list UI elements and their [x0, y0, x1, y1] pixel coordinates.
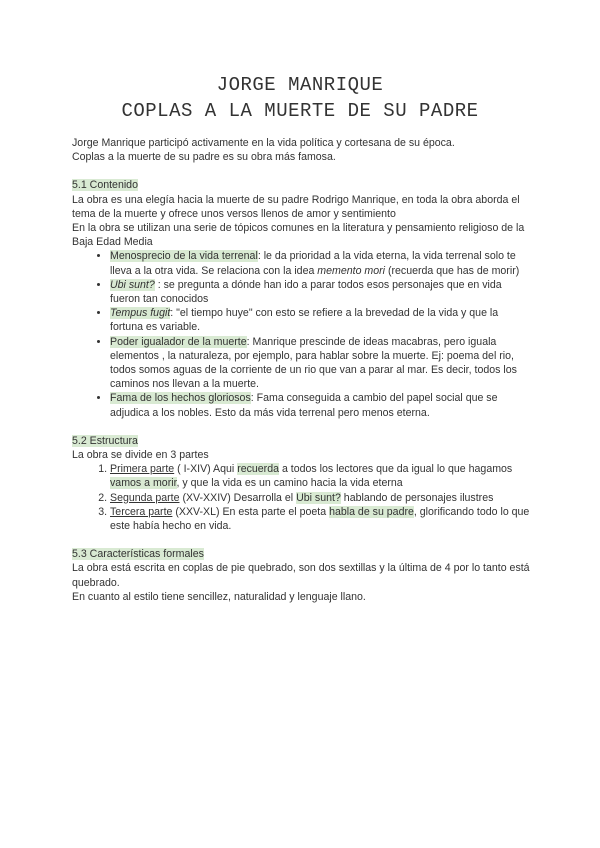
part-text: ( I-XIV) Aqui	[174, 463, 238, 476]
topic-emphasis: memento mori	[317, 264, 385, 277]
topic-term: Menosprecio de la vida terrenal	[110, 250, 258, 263]
estructura-intro: La obra se divide en 3 partes	[72, 449, 209, 462]
list-item	[110, 278, 532, 306]
section-heading-contenido: 5.1 Contenido	[72, 179, 138, 192]
document-title-work: COPLAS A LA MUERTE DE SU PADRE	[121, 100, 479, 122]
topic-text: : se pregunta a dónde han ido a parar todos esos personajes que en vida fueron tan conocidos	[110, 278, 502, 306]
section-heading-estructura: 5.2 Estructura	[72, 434, 138, 447]
partes-list	[72, 462, 532, 533]
part-highlight: habla de su padre	[329, 505, 414, 518]
part-name: Segunda parte	[110, 491, 180, 504]
part-name: Tercera parte	[110, 505, 173, 518]
list-item	[110, 306, 532, 334]
topic-text: : Manrique prescinde de ideas macabras, pero iguala elementos , la naturaleza, por ejemplo, para hablar sobre la muerte. Ej: poema del rio, todos somos aguas de la corriente de un rio que van a parar al mar. Es decir, todos los caminos nos llevan a la muerte.	[110, 335, 517, 391]
section-heading-caracteristicas: 5.3 Características formales	[72, 548, 204, 561]
topic-term: Poder igualador de la muerte	[110, 335, 247, 348]
list-item	[110, 335, 532, 392]
document-body	[72, 136, 532, 604]
part-highlight: recuerda	[237, 463, 279, 476]
topic-term: Ubi sunt?	[110, 278, 155, 291]
topic-term: Fama de los hechos gloriosos	[110, 392, 251, 405]
contenido-paragraph-2: En la obra se utilizan una serie de tópicos comunes en la literatura y pensamiento religioso de la Baja Edad Media	[72, 222, 525, 249]
part-text: a todos los lectores que da igual lo que hagamos	[279, 463, 513, 476]
topic-term: Tempus fugit	[110, 307, 171, 320]
part-text: , y que la vida es un camino hacia la vida eterna	[176, 477, 403, 490]
topic-text: (recuerda que has de morir)	[385, 264, 520, 277]
part-text: , glorificando todo lo que este había hecho en vida.	[110, 505, 530, 533]
part-highlight: Ubi sunt?	[296, 491, 341, 504]
caracteristicas-paragraph-1: La obra está escrita en coplas de pie quebrado, son dos sextillas y la última de 4 por lo tanto está quebrado.	[72, 562, 530, 589]
caracteristicas-paragraph-2: En cuanto al estilo tiene sencillez, naturalidad y lenguaje llano.	[72, 590, 366, 603]
section-caracteristicas	[72, 547, 532, 604]
part-highlight: vamos a morir	[110, 477, 177, 490]
part-text: hablando de personajes ilustres	[340, 491, 494, 504]
list-item	[110, 491, 532, 505]
list-item	[110, 249, 532, 277]
intro-line-1: Jorge Manrique participó activamente en la vida política y cortesana de su época.	[72, 137, 455, 149]
topicos-list	[72, 249, 532, 419]
list-item	[110, 391, 532, 419]
section-estructura	[72, 434, 532, 533]
list-item	[110, 462, 532, 490]
topic-text: : "el tiempo huye" con esto se refiere a la brevedad de la vida y que la fortuna es variable.	[110, 307, 499, 334]
list-item	[110, 505, 532, 533]
intro-line-2: Coplas a la muerte de su padre es su obra más famosa.	[72, 151, 336, 164]
section-contenido	[72, 178, 532, 419]
contenido-paragraph-1: La obra es una elegía hacia la muerte de su padre Rodrigo Manrique, en toda la obra aborda el tema de la muerte y ofrece unos versos llenos de amor y sentimiento	[72, 193, 520, 220]
topic-text: : le da prioridad a la vida eterna, la vida terrenal solo te lleva a la otra vida. Se relaciona con la idea	[110, 250, 516, 277]
part-name: Primera parte	[110, 463, 175, 476]
topic-text: : Fama conseguida a cambio del papel social que se adjudica a los nobles. Esto da más vida terrenal pero menos eterna.	[110, 392, 498, 419]
document-title-author: JORGE MANRIQUE	[216, 74, 384, 96]
part-text: (XV-XXIV) Desarrolla el	[179, 491, 297, 504]
part-text: (XXV-XL) En esta parte el poeta	[172, 505, 330, 518]
